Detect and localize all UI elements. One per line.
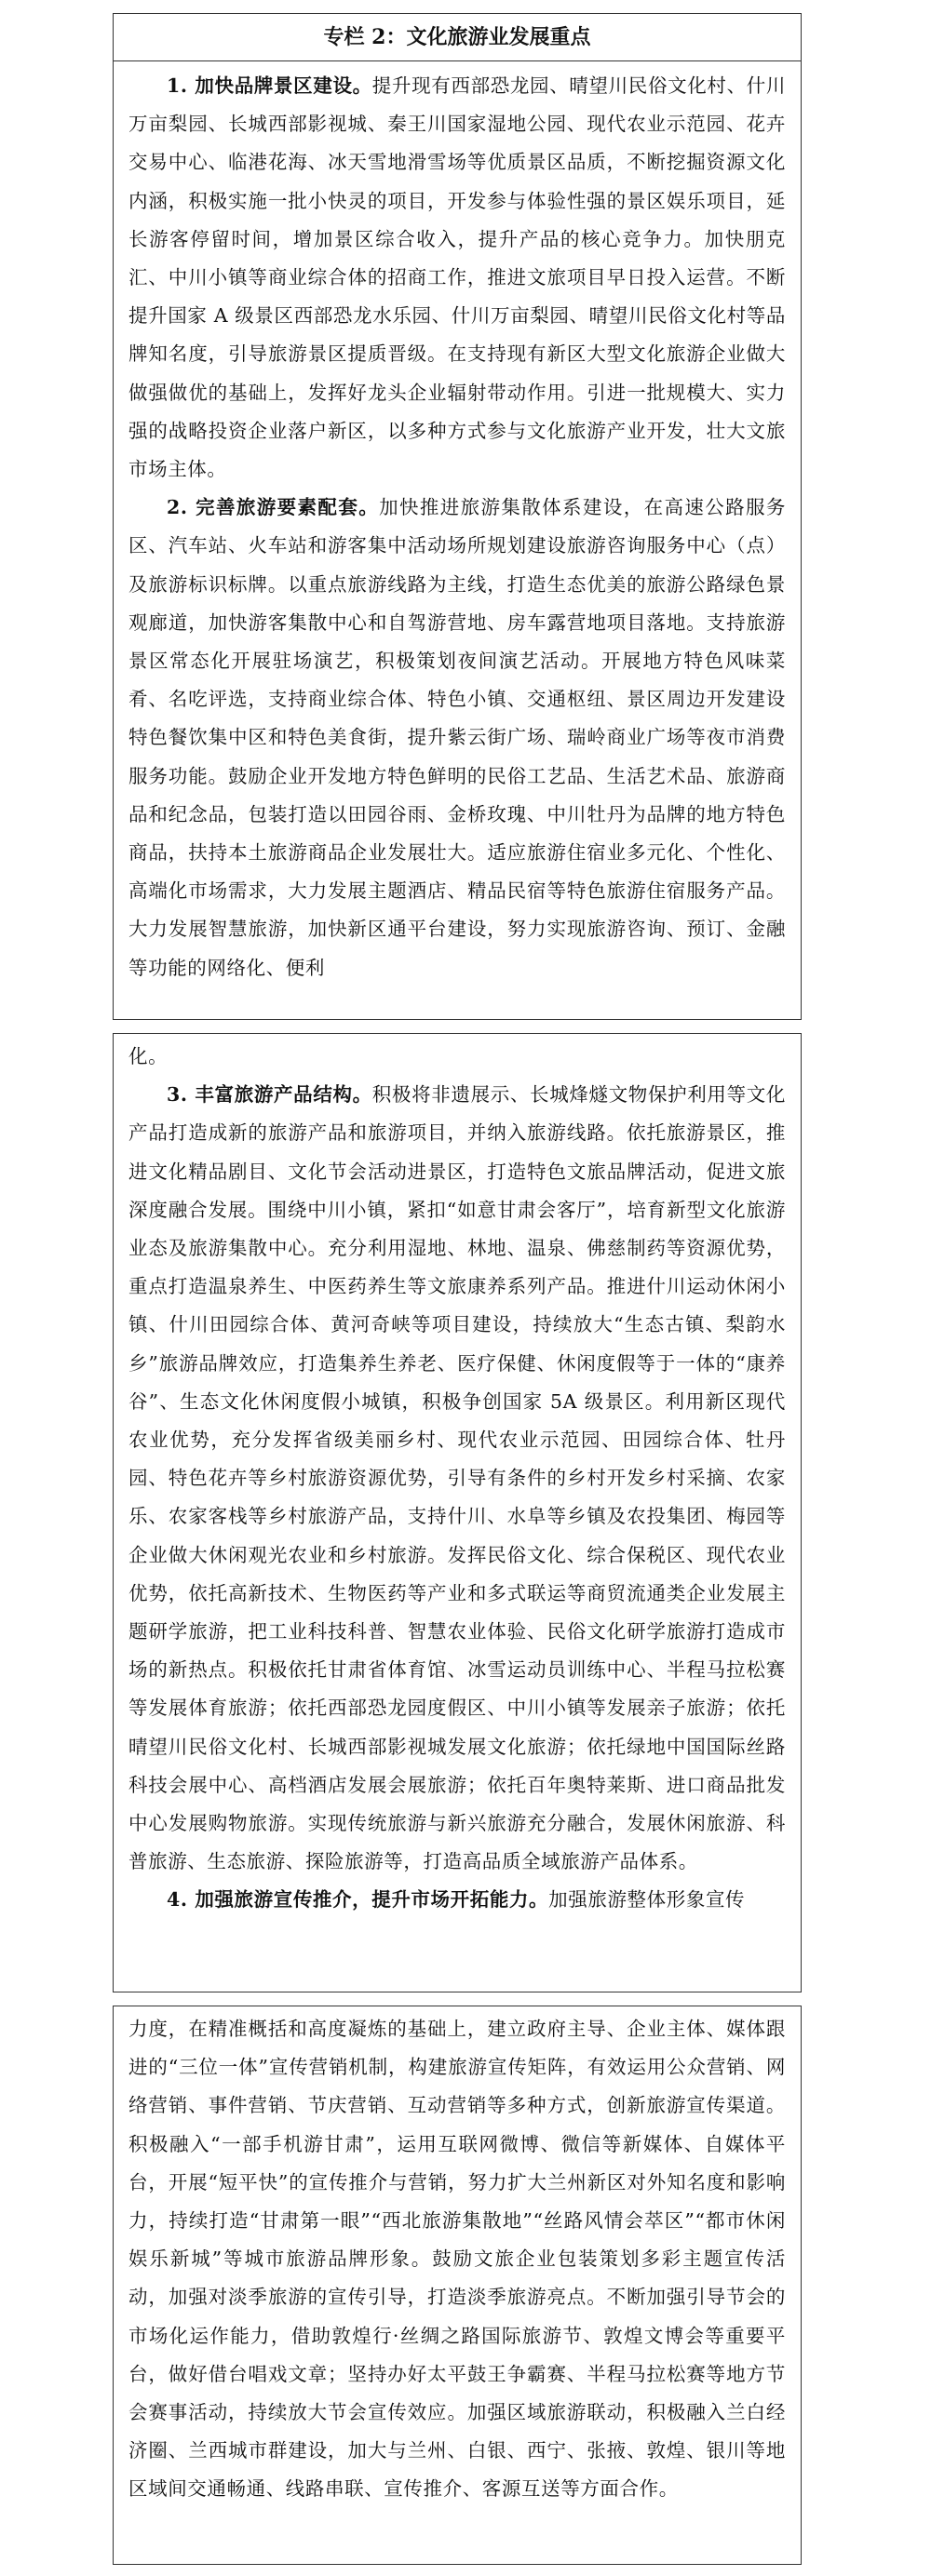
section-4-body: 加强旅游整体形象宣传 xyxy=(548,1888,746,1912)
section-4 xyxy=(128,1881,786,1919)
box-content-2 xyxy=(114,1034,801,1920)
section-1-body: 提升现有西部恐龙园、晴望川民俗文化村、什川万亩梨园、长城西部影视城、秦王川国家湿地公园、现代农业示范园、花卉交易中心、临港花海、冰天雪地滑雪场等优质景区品质，不断挖掘资源文化内涵，积极实施一批小快灵的项目，开发参与体验性强的景区娱乐项目，延长游客停留时间，增加景区综合收入，提升产品的核心竞争力。加快朋克汇、中川小镇等商业综合体的招商工作，推进文旅项目早日投入运营。不断提升国家 A 级景区西部恐龙水乐园、什川万亩梨园、晴望川民俗文化村等品牌知名度，引导旅游景区提质晋级。在支持现有新区大型文化旅游企业做大做强做优的基础上，发挥好龙头企业辐射带动作用。引进一批规模大、实力强的战略投资企业落户新区，以多种方式参与文化旅游产业开发，壮大文旅市场主体。 xyxy=(128,74,786,481)
section-2-continuation: 化。 xyxy=(128,1045,169,1067)
section-4-heading: 4. 加强旅游宣传推介，提升市场开拓能力。 xyxy=(167,1888,549,1912)
section-2-body: 加快推进旅游集散体系建设，在高速公路服务区、汽车站、火车站和游客集中活动场所规划建设旅游咨询服务中心（点）及旅游标识标牌。以重点旅游线路为主线，打造生态优美的旅游公路绿色景观廊道，加快游客集散中心和自驾游营地、房车露营地项目落地。支持旅游景区常态化开展驻场演艺，积极策划夜间演艺活动。开展地方特色风味菜肴、名吃评选，支持商业综合体、特色小镇、交通枢纽、景区周边开发建设特色餐饮集中区和特色美食街，提升紫云街广场、瑞岭商业广场等夜市消费服务功能。鼓励企业开发地方特色鲜明的民俗工艺品、生活艺术品、旅游商品和纪念品，包装打造以田园谷雨、金桥玫瑰、中川牡丹为品牌的地方特色商品，扶持本土旅游商品企业发展壮大。适应旅游住宿业多元化、个性化、高端化市场需求，大力发展主题酒店、精品民宿等特色旅游住宿服务产品。大力发展智慧旅游，加快新区通平台建设，努力实现旅游咨询、预订、金融等功能的网络化、便利 xyxy=(128,496,786,979)
box-content-1 xyxy=(114,61,801,987)
feature-box-part-1 xyxy=(113,13,802,1020)
section-3-body: 积极将非遗展示、长城烽燧文物保护利用等文化产品打造成新的旅游产品和旅游项目，并纳入旅游线路。依托旅游景区，推进文化精品剧目、文化节会活动进景区，打造特色文旅品牌活动，促进文旅深度融合发展。围绕中川小镇，紧扣“如意甘肃会客厅”，培育新型文化旅游业态及旅游集散中心。充分利用湿地、林地、温泉、佛慈制药等资源优势，重点打造温泉养生、中医药养生等文旅康养系列产品。推进什川运动休闲小镇、什川田园综合体、黄河奇峡等项目建设，持续放大“生态古镇、梨韵水乡”旅游品牌效应，打造集养生养老、医疗保健、休闲度假等于一体的“康养谷”、生态文化休闲度假小城镇，积极争创国家 5A 级景区。利用新区现代农业优势，充分发挥省级美丽乡村、现代农业示范园、田园综合体、牡丹园、特色花卉等乡村旅游资源优势，引导有条件的乡村开发乡村采摘、农家乐、农家客栈等乡村旅游产品，支持什川、水阜等乡镇及农投集团、梅园等企业做大休闲观光农业和乡村旅游。发挥民俗文化、综合保税区、现代农业优势，依托高新技术、生物医药等产业和多式联运等商贸流通类企业发展主题研学旅游，把工业科技科普、智慧农业体验、民俗文化研学旅游打造成市场的新热点。积极依托甘肃省体育馆、冰雪运动员训练中心、半程马拉松赛等发展体育旅游；依托西部恐龙园度假区、中川小镇等发展亲子旅游；依托晴望川民俗文化村、长城西部影视城发展文化旅游；依托绿地中国国际丝路科技会展中心、高档酒店发展会展旅游；依托百年奥特莱斯、进口商品批发中心发展购物旅游。实现传统旅游与新兴旅游充分融合，发展休闲旅游、科普旅游、生态旅游、探险旅游等，打造高品质全域旅游产品体系。 xyxy=(128,1083,786,1873)
section-3 xyxy=(128,1076,786,1881)
section-4-continuation: 力度，在精准概括和高度凝炼的基础上，建立政府主导、企业主体、媒体跟进的“三位一体”宣传营销机制，构建旅游宣传矩阵，有效运用公众营销、网络营销、事件营销、节庆营销、互动营销等多种方式，创新旅游宣传渠道。积极融入“一部手机游甘肃”，运用互联网微博、微信等新媒体、自媒体平台，开展“短平快”的宣传推介与营销，努力扩大兰州新区对外知名度和影响力，持续打造“甘肃第一眼”“西北旅游集散地”“丝路风情会萃区”“都市休闲娱乐新城”等城市旅游品牌形象。鼓励文旅企业包装策划多彩主题宣传活动，加强对淡季旅游的宣传引导，打造淡季旅游亮点。不断加强引导节会的市场化运作能力，借助敦煌行·丝绸之路国际旅游节、敦煌文博会等重要平台，做好借台唱戏文章；坚持办好太平鼓王争霸赛、半程马拉松赛等地方节会赛事活动，持续放大节会宣传效应。加强区域旅游联动，积极融入兰白经济圈、兰西城市群建设，加大与兰州、白银、西宁、张掖、敦煌、银川等地区域间交通畅通、线路串联、宣传推介、客源互送等方面合作。 xyxy=(128,2018,786,2501)
feature-box-part-3 xyxy=(113,2006,802,2565)
feature-box-part-2 xyxy=(113,1033,802,1992)
section-1 xyxy=(128,67,786,489)
section-2 xyxy=(128,489,786,987)
section-2-heading: 2. 完善旅游要素配套。 xyxy=(167,496,380,519)
box-title: 专栏 2：文化旅游业发展重点 xyxy=(114,14,801,61)
section-1-heading: 1. 加快品牌景区建设。 xyxy=(167,74,372,97)
box-content-3 xyxy=(114,2006,801,2509)
section-3-heading: 3. 丰富旅游产品结构。 xyxy=(167,1083,372,1107)
